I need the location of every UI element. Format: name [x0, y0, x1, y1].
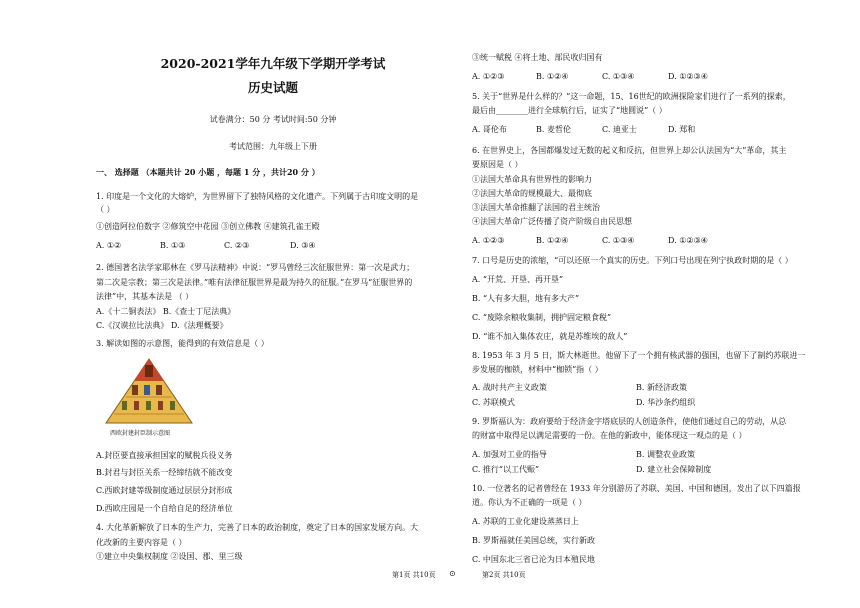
q6-option-a: A. ①②③ [472, 236, 505, 245]
q5-stem-1: 5. 关于“世界是什么样的？”这一命题，15、16世纪的欧洲探险家们进行了一系列的探索， [472, 92, 791, 101]
q4-option-b: B. ①②④ [536, 72, 569, 81]
q6-stem-2: 要原因是（ ） [472, 160, 523, 169]
q5-option-c: C. 迪亚士 [602, 125, 637, 134]
q1-option-b: B. ①③ [160, 241, 186, 250]
q2-options-1: A.《十二铜表法》 B.《查士丁尼法典》 [96, 307, 236, 316]
q6-item-4: ④法国大革命广泛传播了资产阶级自由民思想 [472, 217, 632, 226]
q9-option-d: D. 建立社会保障制度 [636, 465, 712, 474]
q5-option-a: A. 哥伦布 [472, 125, 507, 134]
exam-title: 2020-2021学年九年级下学期开学考试 [160, 56, 386, 71]
q5-stem-2: 最后由________进行全球航行后，证实了“地圆说”（ ） [472, 106, 667, 115]
q9-stem-1: 9. 罗斯福认为：政府要给于经济金字塔底层的人创造条件，使他们通过自己的劳动，从总 [472, 417, 787, 426]
q3-option-c: C.西欧封建等级制度通过层层分封形成 [96, 486, 233, 495]
score-time: 试卷满分：50 分 考试时间:50 分钟 [209, 115, 337, 124]
q1-stem-2: （ ） [96, 205, 115, 214]
subject-title: 历史试题 [247, 80, 298, 95]
q6-option-d: D. ①②③④ [668, 236, 708, 245]
q4-items-1: ①建立中央集权制度 ②设国、郡、里三级 [96, 552, 243, 561]
q7-option-d: D. “谁不加入集体农庄，就是苏维埃的敌人” [472, 332, 628, 341]
q10-option-a: A. 苏联的工业化建设蒸蒸日上 [472, 517, 579, 526]
q4-stem-1: 4. 大化革新解放了日本的生产力，完善了日本的政治制度，奠定了日本的国家发展方向。大 [96, 523, 419, 532]
q1-option-c: C. ②③ [224, 241, 250, 250]
q7-option-b: B. “人有多大胆，地有多大产” [472, 294, 580, 303]
section-heading: 一、 选择题 （本题共计 20 小题 ，每题 1 分 ，共计20 分 ） [96, 167, 320, 177]
q2-stem-2: 第二次是宗教；第三次是法律。”唯有法律征服世界是最为持久的征服。”在罗马“征服世界的 [96, 278, 413, 287]
q8-option-b: B. 新经济政策 [636, 383, 687, 392]
q5-option-b: B. 麦哲伦 [536, 125, 571, 134]
q8-option-d: D. 华沙条约组织 [636, 398, 696, 407]
q6-option-b: B. ①②④ [536, 236, 569, 245]
q3-option-d: D.西欧庄园是一个自给自足的经济单位 [96, 504, 233, 513]
q8-stem-1: 8. 1953 年 3 月 5 日，斯大林逝世。他留下了一个拥有核武器的强国，也留下了制约苏联进一 [472, 351, 806, 360]
q10-stem-2: 道。你认为不正确的一项是（ ） [472, 498, 587, 507]
q9-option-b: B. 调整农业政策 [636, 450, 695, 459]
q6-item-3: ③法国大革命推翻了法国的君主统治 [472, 203, 600, 212]
q7-option-a: A. “开荒、开垦、再开垦” [472, 275, 564, 284]
q2-stem-3: 法律”中，其基本法是 （ ） [96, 292, 194, 301]
exam-scope: 考试范围：九年级上下册 [229, 142, 317, 151]
q6-item-2: ②法国大革命的规模最大、最彻底 [472, 189, 592, 198]
q9-option-c: C. 推行“以工代赈” [472, 465, 540, 474]
page-number-right: 第2页 共10页 [482, 571, 526, 579]
q1-stem-1: 1. 印度是一个文化的大熔炉，为世界留下了独特风格的文化遗产。下列属于古印度文明的是 [96, 192, 419, 201]
q10-option-b: B. 罗斯福就任美国总统，实行新政 [472, 536, 595, 545]
q10-option-c: C. 中国东北三省已沦为日本殖民地 [472, 555, 595, 564]
q4-stem-2: 化改新的主要内容是（ ） [96, 538, 187, 547]
q4-items-2: ③统一赋税 ④将土地、部民收归国有 [472, 53, 603, 62]
q3-stem: 3. 解读如图的示意图，能得到的有效信息是（ ） [96, 339, 269, 348]
q1-option-a: A. ①② [96, 241, 122, 250]
q2-stem-1: 2. 德国著名法学家耶林在《罗马法精神》中说：“罗马曾经三次征服世界：第一次是武力； [96, 263, 415, 272]
q7-stem: 7. 口号是历史的浓缩，“可以还原一个真实的历史。下列口号出现在列宁执政时期的是（ ） [472, 256, 793, 265]
feudal-pyramid-image [104, 357, 194, 433]
q2-options-2: C.《汉谟拉比法典》 D.《法理概要》 [96, 321, 228, 330]
q8-option-c: C. 苏联模式 [472, 398, 515, 407]
q10-stem-1: 10. 一位著名的记者曾经在 1933 年分别游历了苏联、美国、中国和德国，发出了以下四篇报 [472, 484, 801, 493]
q8-stem-2: 步发展的枷锁，材料中“枷锁”指（ ） [472, 365, 603, 374]
q4-option-d: D. ①②③④ [668, 72, 708, 81]
q8-option-a: A. 战时共产主义政策 [472, 383, 547, 392]
page-number-left: 第1页 共10页 [392, 571, 436, 579]
q3-image-caption: 西欧封建封臣制示意图 [110, 430, 171, 437]
q3-option-b: B.封君与封臣关系一经缔结就不能改变 [96, 468, 233, 477]
page-divider-dot-icon: ⊙ [449, 569, 456, 578]
q5-option-d: D. 郑和 [668, 125, 696, 134]
q9-option-a: A. 加强对工业的指导 [472, 450, 547, 459]
q1-items: ①创造阿拉伯数字 ②修筑空中花园 ③创立佛教 ④建筑孔雀王殿 [96, 222, 320, 231]
q9-stem-2: 的财富中取得足以满足需要的一份。在他的新政中，能体现这一观点的是（ ） [472, 431, 747, 440]
q6-stem-1: 6. 在世界史上，各国都爆发过无数的起义和反抗，但世界上却公认法国为“大”革命，其主 [472, 146, 787, 155]
q7-option-c: C. “废除余粮收集制，拥护固定粮食税” [472, 313, 612, 322]
q6-item-1: ①法国大革命具有世界性的影响力 [472, 175, 592, 184]
q4-option-c: C. ①③④ [602, 72, 635, 81]
q4-option-a: A. ①②③ [472, 72, 505, 81]
q1-option-d: D. ③④ [290, 241, 316, 250]
q6-option-c: C. ①③④ [602, 236, 635, 245]
q3-option-a: A.封臣要直接承担国家的赋税兵役义务 [96, 451, 233, 460]
